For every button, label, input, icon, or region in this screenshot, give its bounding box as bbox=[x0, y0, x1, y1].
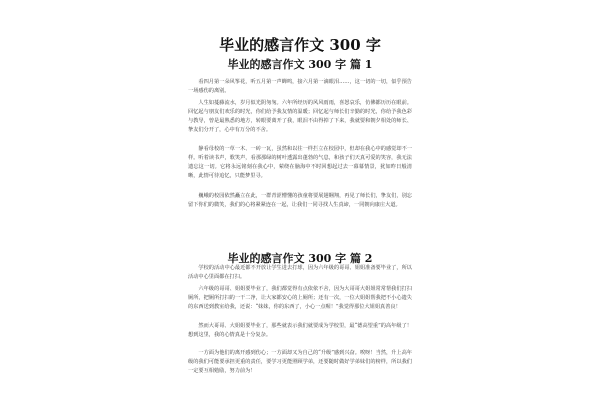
page-title: 毕业的感言作文 300 字 bbox=[219, 36, 381, 54]
section-heading: 毕业的感言作文 300 字 篇 1 bbox=[227, 58, 373, 71]
paragraph: 人生如蔓藤流水，岁月似光阴匆匆。六年所经历的风风雨雨，喜怒哀乐，仿佛都历历在眼前。回忆起与朋友们欢乐的时光，你们给予我友情的温暖；回忆起与师长们辛勤的时光，你给予我色彩与教导，曾是最熟悉的地方，转眼要离开了我，眼泪不由得掉了下来，我就要和朝夕相处的师长、挚友们分开了，心中有万分的不舍。 bbox=[188, 100, 412, 133]
paragraph: 学校的活动中心最近都不开放让学生进去打球，因为六年级的哥哥、姐姐准备要毕业了，所以活动中心里面都在打扫。 bbox=[188, 265, 412, 280]
paragraph: 六年级的哥哥、姐姐要毕业了，我们都觉得有点依依不舍，因为大哥哥大姐姐常常帮我们打扫厕所，把厕所打扫的一干二净，让大家都安心的上厕所；还有一次，一位大姐姐帮我把不小心遗失的东西送到教室给我，还说：“妹妹，你的东西了，小心一点喔！”我觉得那位大姐姐真善良！ bbox=[188, 286, 412, 310]
section-heading: 毕业的感言作文 300 字 篇 2 bbox=[227, 252, 373, 265]
paragraph: 巍峨的校园依然矗立在此，一群青涩懵懂的孩童将要展翅翱翔，再见了师长们，挚友们，别忘留下你们的微笑，我们的心将紧紧连在一起，让我们一同寻找人生真谛，一同朝向康庄大道。 bbox=[188, 193, 412, 208]
paragraph: 然而大哥哥、大姐姐要毕业了，那些就表示我们就要成为学校里，最“德高望重”的高年级了！想到这里，我的心情真是十分复杂。 bbox=[188, 323, 412, 338]
paragraph: 静看母校的一草一木、一砖一瓦，虽然和以往一样拦立在校园中，但却在我心中的感觉却不一样。听着读书声，歌笑声，看那那绿的树叶透露出蓬勃的气息，和孩子们天真可爱的笑容，我无法遗忘这一切。它将永远铭刻在我心中，萦绕在脑海中不时回想起过去一幕幕情景，犹如昨日般清晰，此情可待追忆，只能梦里寻。 bbox=[188, 146, 412, 179]
paragraph: 看四月第一朵风筝花，听五月第一声蝉鸣，接六月第一滴眼泪……，这一切的一切，似乎预告一场感伤的离别。 bbox=[188, 79, 412, 94]
paragraph: 一方面为他们的离开感到伤心；一方面却又为自己的“升级”感到兴奋。唉呀！当然，升上高年级的我们可能要承担更重的责任，要学习更能照顾学弟，还要随时做好学弟妹们的榜样，所以我们一定要互相勉励，努力前为！ bbox=[188, 350, 412, 374]
